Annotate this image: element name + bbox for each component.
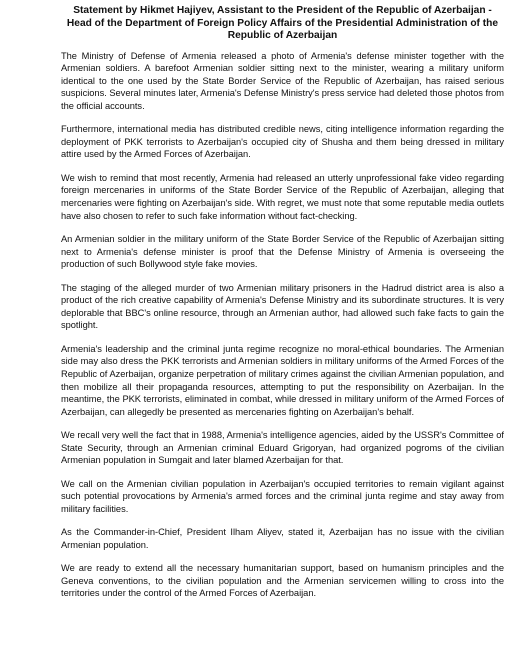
statement-title: Statement by Hikmet Hajiyev, Assistant to the President of the Republic of Azerbaijan - Head of the Department of Foreign Policy Affairs of the Presidential Administration of the Republic of Azerbaijan xyxy=(66,5,499,41)
paragraph-4: An Armenian soldier in the military uniform of the State Border Service of the Republic of Azerbaijan sitting next to Armenia's defense minister is proof that the Defense Ministry of Armenia is overseeing the production of such Bollywood style fake movies. xyxy=(61,234,504,270)
paragraph-9: As the Commander-in-Chief, President Ilham Aliyev, stated it, Azerbaijan has no issue with the civilian Armenian population. xyxy=(61,527,504,550)
paragraph-7: We recall very well the fact that in 1988, Armenia's intelligence agencies, aided by the USSR's Committee of State Security, through an Armenian criminal Eduard Grigoryan, had organized pogroms of the civilian Armenian population in Sumgait and later blamed Azerbaijan for that. xyxy=(61,430,504,466)
paragraph-5: The staging of the alleged murder of two Armenian military prisoners in the Hadrud district area is also a product of the rich creative capability of Armenia's Defense Ministry and its subordinate structures. It is very deplorable that BBC's online resource, through an Armenian author, had allowed such fake facts to gain the spotlight. xyxy=(61,282,504,331)
paragraph-6: Armenia's leadership and the criminal junta regime recognize no moral-ethical boundaries. The Armenian side may also dress the PKK terrorists and Armenian soldiers in military uniforms of the Armed Forces of the Republic of Azerbaijan, organize perpetration of military crimes against the civilian Armenian population, and then mobilize all their propaganda resources, attempting to put the responsibility on Azerbaijan. In the meantime, the PKK terrorists, eliminated in combat, while dressed in military uniform of the Armed Forces of Azerbaijan, can allegedly be presented as mercenaries fighting on Azerbaijan's behalf. xyxy=(61,343,504,417)
paragraph-10: We are ready to extend all the necessary humanitarian support, based on humanism principles and the Geneva conventions, to the civilian population and the Armenian servicemen willing to cross into the territories under the control of the Armed Forces of Azerbaijan. xyxy=(61,563,504,599)
paragraph-3: We wish to remind that most recently, Armenia had released an utterly unprofessional fake video regarding foreign mercenaries in uniforms of the State Border Service of the Republic of Azerbaijan, alleging that mercenaries were fighting on Azerbaijan's side. With regret, we must note that some reputable media outlets have also chosen to refer to such fake information without fact-checking. xyxy=(61,172,505,221)
paragraph-1: The Ministry of Defense of Armenia released a photo of Armenia's defense minister together with the Armenian soldiers. A barefoot Armenian soldier sitting next to the minister, wearing a military uniform identical to the one used by the State Border Service of the Republic of Azerbaijan, has raised serious suspicions. Several minutes later, Armenia's Defense Ministry's press service had deleted those photos from the official accounts. xyxy=(61,50,504,111)
paragraph-8: We call on the Armenian civilian population in Azerbaijan's occupied territories to remain vigilant against such potential provocations by Armenia's armed forces and the criminal junta regime and stay away from military facilities. xyxy=(61,478,504,514)
paragraph-2: Furthermore, international media has distributed credible news, citing intelligence information regarding the deployment of PKK terrorists to Azerbaijan's occupied city of Shusha and them being dressed in military attire used by the Armed Forces of Azerbaijan. xyxy=(61,124,504,160)
